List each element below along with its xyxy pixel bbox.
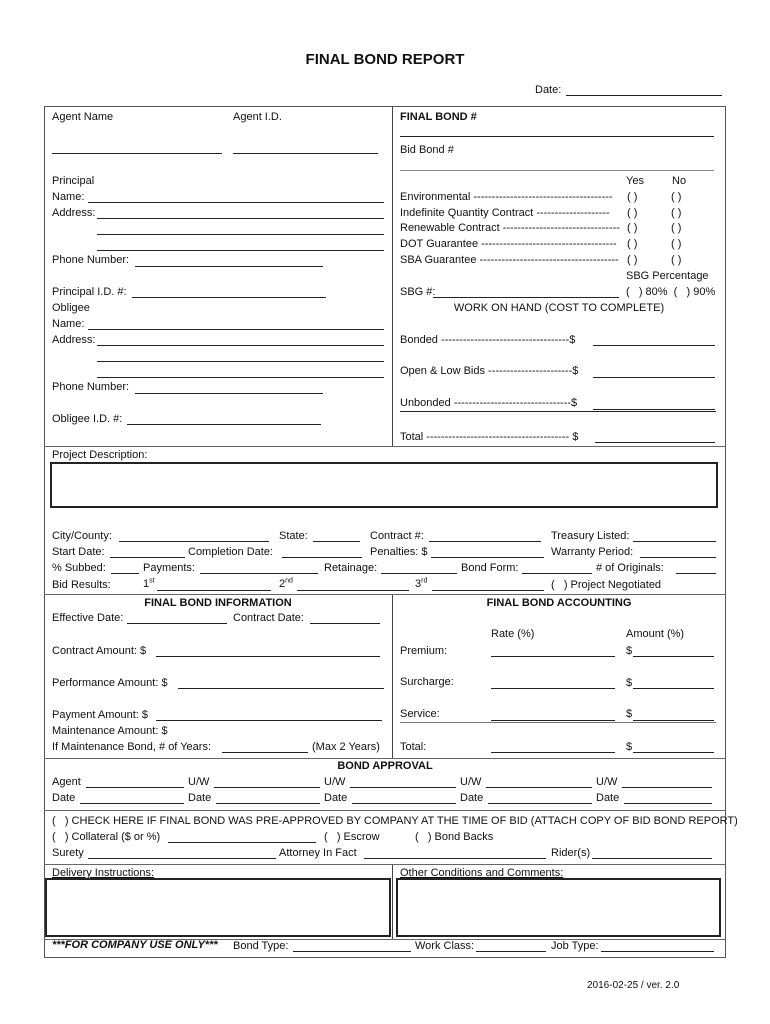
delivery-instructions-field[interactable] xyxy=(45,878,391,937)
approval-date-field-3[interactable] xyxy=(352,803,456,804)
sbg-percentage-options[interactable]: ( ) 80% ( ) 90% xyxy=(626,286,716,298)
principal-phone-field[interactable] xyxy=(135,266,323,267)
project-description-field[interactable] xyxy=(50,462,718,508)
bonded-label: Bonded -----------------------------------$ xyxy=(400,334,576,346)
obligee-name-field[interactable] xyxy=(88,329,384,330)
page-title: FINAL BOND REPORT xyxy=(305,51,465,68)
approval-uw-label-4: U/W xyxy=(596,776,618,788)
environmental-label: Environmental -------------------------------------- xyxy=(400,191,613,203)
obligee-address-field-2[interactable] xyxy=(97,361,384,362)
second-bid-field[interactable] xyxy=(297,590,409,591)
collateral-checkbox[interactable]: ( ) Collateral ($ or %) xyxy=(52,831,161,843)
approval-agent-field[interactable] xyxy=(86,787,184,788)
other-conditions-field[interactable] xyxy=(396,878,721,937)
company-use-label: ***FOR COMPANY USE ONLY*** xyxy=(52,939,218,951)
divider xyxy=(44,758,726,759)
attorney-in-fact-label: Attorney In Fact xyxy=(279,847,357,859)
performance-amount-field[interactable] xyxy=(178,688,384,689)
agent-id-field[interactable] xyxy=(233,153,378,154)
bid-results-label: Bid Results: xyxy=(52,579,111,591)
surcharge-rate-field[interactable] xyxy=(491,688,615,689)
surety-label: Surety xyxy=(52,847,84,859)
approval-uw-field-2[interactable] xyxy=(350,787,456,788)
bond-type-field[interactable] xyxy=(293,951,411,952)
payments-field[interactable] xyxy=(200,573,318,574)
second-bid-label xyxy=(279,578,293,591)
contract-number-label: Contract #: xyxy=(370,530,424,542)
principal-name-label: Name: xyxy=(52,191,85,203)
contract-date-field[interactable] xyxy=(310,623,380,624)
obligee-id-label: Obligee I.D. #: xyxy=(52,413,123,425)
riders-label: Rider(s) xyxy=(551,847,591,859)
divider xyxy=(44,446,726,447)
principal-phone-label: Phone Number: xyxy=(52,254,130,266)
performance-amount-label: Performance Amount: $ xyxy=(52,677,168,689)
environmental-yes-checkbox[interactable]: ( ) xyxy=(627,191,638,203)
obligee-address-label: Address: xyxy=(52,334,96,346)
accounting-total-label: Total: xyxy=(400,741,427,753)
treasury-listed-label: Treasury Listed: xyxy=(551,530,630,542)
indefinite-quantity-no-checkbox[interactable]: ( ) xyxy=(671,207,682,219)
final-bond-information-heading: FINAL BOND INFORMATION xyxy=(144,597,292,609)
job-type-field[interactable] xyxy=(601,951,714,952)
sbg-label: SBG #: xyxy=(400,286,436,298)
payment-amount-label: Payment Amount: $ xyxy=(52,709,148,721)
dot-guarantee-label: DOT Guarantee ------------------------------------- xyxy=(400,238,617,250)
warranty-period-label: Warranty Period: xyxy=(551,546,634,558)
premium-label: Premium: xyxy=(400,645,448,657)
contract-date-label: Contract Date: xyxy=(233,612,304,624)
obligee-id-field[interactable] xyxy=(127,424,321,425)
date-field[interactable] xyxy=(566,95,722,96)
approval-agent-label: Agent xyxy=(52,776,81,788)
pre-approved-checkbox[interactable]: ( ) CHECK HERE IF FINAL BOND WAS PRE-APPROVED BY COMPANY AT THE TIME OF BID (ATTACH COPY OF BID BOND REPORT) xyxy=(52,815,738,827)
bid-bond-field[interactable] xyxy=(400,170,714,171)
surcharge-amount-field[interactable] xyxy=(633,688,714,689)
approval-date-field-2[interactable] xyxy=(216,803,320,804)
service-rule xyxy=(400,722,716,723)
maintenance-years-label: If Maintenance Bond, # of Years: xyxy=(52,741,212,753)
start-date-label: Start Date: xyxy=(52,546,105,558)
approval-date-label-2: Date xyxy=(188,792,212,804)
contract-amount-label: Contract Amount: $ xyxy=(52,645,147,657)
dot-guarantee-no-checkbox[interactable]: ( ) xyxy=(671,238,682,250)
renewable-contract-yes-checkbox[interactable]: ( ) xyxy=(627,222,638,234)
date-label: Date: xyxy=(535,84,562,96)
unbonded-label: Unbonded --------------------------------$ xyxy=(400,397,578,409)
principal-id-label: Principal I.D. #: xyxy=(52,286,127,298)
principal-address-field-2[interactable] xyxy=(97,234,384,235)
obligee-heading: Obligee xyxy=(52,302,90,314)
agent-id-label: Agent I.D. xyxy=(233,111,282,123)
second-bid-number: 2 xyxy=(279,578,286,590)
surcharge-label: Surcharge: xyxy=(400,676,454,688)
start-date-field[interactable] xyxy=(110,557,185,558)
principal-address-field-1[interactable] xyxy=(97,218,384,219)
work-on-hand-heading: WORK ON HAND (COST TO COMPLETE) xyxy=(453,302,665,314)
service-rate-field[interactable] xyxy=(491,720,615,721)
surety-field[interactable] xyxy=(88,858,276,859)
premium-dollar: $ xyxy=(626,645,633,657)
maintenance-amount-label: Maintenance Amount: $ xyxy=(52,725,168,737)
service-label: Service: xyxy=(400,708,440,720)
third-bid-field[interactable] xyxy=(432,590,544,591)
accounting-total-rate-field[interactable] xyxy=(491,752,615,753)
unbonded-rule xyxy=(400,411,716,412)
obligee-address-field-1[interactable] xyxy=(97,345,384,346)
originals-field[interactable] xyxy=(676,573,716,574)
surcharge-dollar: $ xyxy=(626,677,633,689)
delivery-instructions-label: Delivery Instructions: xyxy=(52,867,155,879)
version-footer: 2016-02-25 / ver. 2.0 xyxy=(587,980,680,991)
retainage-field[interactable] xyxy=(381,573,457,574)
approval-uw-field-4[interactable] xyxy=(622,787,712,788)
approval-date-label-4: Date xyxy=(460,792,484,804)
final-bond-accounting-heading: FINAL BOND ACCOUNTING xyxy=(486,597,632,609)
approval-date-label-1: Date xyxy=(52,792,76,804)
subbed-label: % Subbed: xyxy=(52,562,106,574)
second-bid-suffix: nd xyxy=(285,577,293,585)
divider xyxy=(44,864,726,865)
approval-uw-label-3: U/W xyxy=(460,776,482,788)
collateral-field[interactable] xyxy=(168,842,316,843)
amount-column-label: Amount (%) xyxy=(626,628,685,640)
divider xyxy=(44,810,726,811)
approval-date-field-5[interactable] xyxy=(624,803,712,804)
project-description-label: Project Description: xyxy=(52,449,148,461)
completion-date-label: Completion Date: xyxy=(188,546,273,558)
bid-bond-label: Bid Bond # xyxy=(400,144,454,156)
total-work-field[interactable] xyxy=(595,442,715,443)
sba-guarantee-no-checkbox[interactable]: ( ) xyxy=(671,254,682,266)
approval-date-field-1[interactable] xyxy=(80,803,184,804)
third-bid-label xyxy=(415,578,427,591)
riders-field[interactable] xyxy=(592,858,712,859)
premium-amount-field[interactable] xyxy=(633,656,714,657)
work-class-field[interactable] xyxy=(476,951,546,952)
contract-number-field[interactable] xyxy=(429,541,541,542)
approval-uw-label-2: U/W xyxy=(324,776,346,788)
sbg-percentage-label: SBG Percentage xyxy=(626,270,709,282)
maintenance-years-field[interactable] xyxy=(222,752,308,753)
agent-name-field[interactable] xyxy=(52,153,222,154)
max-years-note: (Max 2 Years) xyxy=(312,741,380,753)
obligee-phone-field[interactable] xyxy=(135,393,323,394)
bonded-field[interactable] xyxy=(593,345,715,346)
yes-label: Yes xyxy=(626,175,644,187)
premium-rate-field[interactable] xyxy=(491,656,615,657)
no-label: No xyxy=(672,175,687,187)
renewable-contract-label: Renewable Contract -------------------------------- xyxy=(400,222,620,234)
unbonded-field[interactable] xyxy=(593,409,715,410)
column-divider-info xyxy=(392,594,393,758)
bond-type-label: Bond Type: xyxy=(233,940,289,952)
approval-date-label-5: Date xyxy=(596,792,620,804)
dot-guarantee-yes-checkbox[interactable]: ( ) xyxy=(627,238,638,250)
contract-amount-field[interactable] xyxy=(156,656,380,657)
state-field[interactable] xyxy=(313,541,360,542)
third-bid-suffix: rd xyxy=(421,577,428,585)
subbed-field[interactable] xyxy=(111,573,139,574)
obligee-address-field-3[interactable] xyxy=(97,377,384,378)
effective-date-label: Effective Date: xyxy=(52,612,124,624)
originals-label: # of Originals: xyxy=(596,562,664,574)
attorney-in-fact-field[interactable] xyxy=(364,858,546,859)
divider xyxy=(44,594,726,595)
principal-heading: Principal xyxy=(52,175,95,187)
indefinite-quantity-yes-checkbox[interactable]: ( ) xyxy=(627,207,638,219)
city-county-label: City/County: xyxy=(52,530,112,542)
open-low-bids-field[interactable] xyxy=(593,377,715,378)
third-bid-number: 3 xyxy=(415,578,422,590)
state-label: State: xyxy=(279,530,308,542)
warranty-period-field[interactable] xyxy=(640,557,716,558)
principal-id-field[interactable] xyxy=(132,297,326,298)
job-type-label: Job Type: xyxy=(551,940,599,952)
first-bid-label xyxy=(143,578,155,591)
service-amount-field[interactable] xyxy=(633,720,714,721)
indefinite-quantity-label: Indefinite Quantity Contract -------------------- xyxy=(400,207,610,219)
treasury-listed-field[interactable] xyxy=(633,541,716,542)
approval-uw-label-1: U/W xyxy=(188,776,210,788)
bond-form-field[interactable] xyxy=(522,573,592,574)
agent-name-label: Agent Name xyxy=(52,111,114,123)
retainage-label: Retainage: xyxy=(324,562,378,574)
sba-guarantee-label: SBA Guarantee -------------------------------------- xyxy=(400,254,619,266)
first-bid-suffix: st xyxy=(149,577,155,585)
service-dollar: $ xyxy=(626,708,633,720)
final-bond-label: FINAL BOND # xyxy=(400,111,477,123)
final-bond-field[interactable] xyxy=(400,136,714,137)
renewable-contract-no-checkbox[interactable]: ( ) xyxy=(671,222,682,234)
payments-label: Payments: xyxy=(143,562,195,574)
obligee-phone-label: Phone Number: xyxy=(52,381,130,393)
project-negotiated-checkbox[interactable]: ( ) Project Negotiated xyxy=(551,579,662,591)
approval-date-field-4[interactable] xyxy=(488,803,592,804)
accounting-total-amount-field[interactable] xyxy=(633,752,714,753)
approval-uw-field-3[interactable] xyxy=(486,787,592,788)
principal-address-label: Address: xyxy=(52,207,96,219)
payment-amount-field[interactable] xyxy=(156,720,382,721)
principal-address-field-3[interactable] xyxy=(97,250,384,251)
rate-column-label: Rate (%) xyxy=(491,628,535,640)
penalties-field[interactable] xyxy=(431,557,544,558)
bond-backs-checkbox[interactable]: ( ) Bond Backs xyxy=(415,831,494,843)
approval-date-label-3: Date xyxy=(324,792,348,804)
environmental-no-checkbox[interactable]: ( ) xyxy=(671,191,682,203)
bond-approval-heading: BOND APPROVAL xyxy=(337,760,433,772)
effective-date-field[interactable] xyxy=(127,623,227,624)
accounting-total-dollar: $ xyxy=(626,741,633,753)
column-divider-bottom xyxy=(392,864,393,939)
escrow-checkbox[interactable]: ( ) Escrow xyxy=(324,831,380,843)
penalties-label: Penalties: $ xyxy=(370,546,428,558)
sbg-field[interactable] xyxy=(433,297,619,298)
other-conditions-label: Other Conditions and Comments: xyxy=(400,867,564,879)
completion-date-field[interactable] xyxy=(282,557,362,558)
city-county-field[interactable] xyxy=(119,541,269,542)
bond-form-label: Bond Form: xyxy=(461,562,519,574)
approval-uw-field-1[interactable] xyxy=(214,787,320,788)
work-class-label: Work Class: xyxy=(415,940,475,952)
first-bid-number: 1 xyxy=(143,578,150,590)
sba-guarantee-yes-checkbox[interactable]: ( ) xyxy=(627,254,638,266)
obligee-name-label: Name: xyxy=(52,318,85,330)
total-work-label: Total --------------------------------------- $ xyxy=(400,431,579,443)
open-low-bids-label: Open & Low Bids -----------------------$ xyxy=(400,365,579,377)
first-bid-field[interactable] xyxy=(157,590,271,591)
principal-name-field[interactable] xyxy=(88,202,384,203)
column-divider-top xyxy=(392,106,393,446)
